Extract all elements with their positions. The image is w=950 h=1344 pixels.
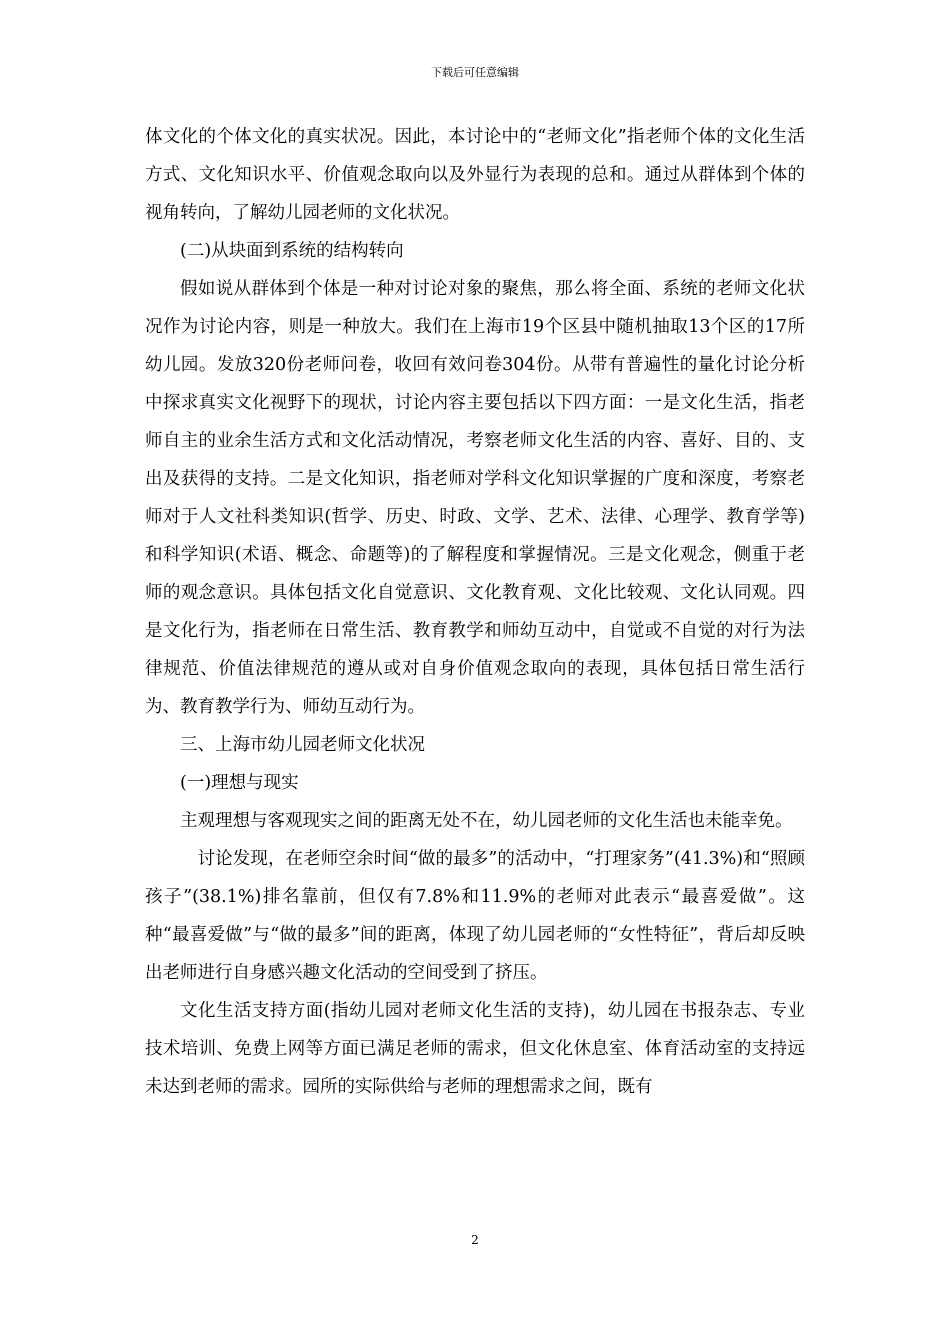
section-heading-structure-shift: (二)从块面到系统的结构转向 <box>180 241 404 261</box>
page-number: 2 <box>471 1233 479 1247</box>
paragraph-findings: 讨论发现，在老师空余时间“做的最多”的活动中，“打理家务”(41.3%)和“照顾孩子”(38.1%)排名靠前，但仅有7.8%和11.9%的老师对此表示“最喜爱做”。这种“最喜爱做”与“做的最多”间的距离，体现了幼儿园老师的“女性特征”，背后却反映出老师进行自身感兴趣文化活动的空间受到了挤压。 <box>145 849 805 983</box>
page-header: 下载后可任意编辑 <box>431 66 519 79</box>
paragraph-ideal-gap: 主观理想与客观现实之间的距离无处不在，幼儿园老师的文化生活也未能幸免。 <box>180 811 793 831</box>
paragraph-continuation: 体文化的个体文化的真实状况。因此，本讨论中的“老师文化”指老师个体的文化生活方式、文化知识水平、价值观念取向以及外显行为表现的总和。通过从群体到个体的视角转向，了解幼儿园老师的文化状况。 <box>145 127 805 223</box>
subsection-heading-ideal-reality: (一)理想与现实 <box>180 773 299 793</box>
paragraph-support: 文化生活支持方面(指幼儿园对老师文化生活的支持)，幼儿园在书报杂志、专业技术培训、免费上网等方面已满足老师的需求，但文化休息室、体育活动室的支持远未达到老师的需求。园所的实际供给与老师的理想需求之间，既有 <box>145 1001 805 1097</box>
document-body <box>145 118 805 1106</box>
paragraph-research-scope: 假如说从群体到个体是一种对讨论对象的聚焦，那么将全面、系统的老师文化状况作为讨论内容，则是一种放大。我们在上海市19个区县中随机抽取13个区的17所幼儿园。发放320份老师问卷，收回有效问卷304份。从带有普遍性的量化讨论分析中探求真实文化视野下的现状，讨论内容主要包括以下四方面：一是文化生活，指老师自主的业余生活方式和文化活动情况，考察老师文化生活的内容、喜好、目的、支出及获得的支持。二是文化知识，指老师对学科文化知识掌握的广度和深度，考察老师对于人文社科类知识(哲学、历史、时政、文学、艺术、法律、心理学、教育学等)和科学知识(术语、概念、命题等)的了解程度和掌握情况。三是文化观念，侧重于老师的观念意识。具体包括文化自觉意识、文化教育观、文化比较观、文化认同观。四是文化行为，指老师在日常生活、教育教学和师幼互动中，自觉或不自觉的对行为法律规范、价值法律规范的遵从或对自身价值观念取向的表现，具体包括日常生活行为、教育教学行为、师幼互动行为。 <box>145 279 805 717</box>
section-heading-status: 三、上海市幼儿园老师文化状况 <box>180 735 425 755</box>
